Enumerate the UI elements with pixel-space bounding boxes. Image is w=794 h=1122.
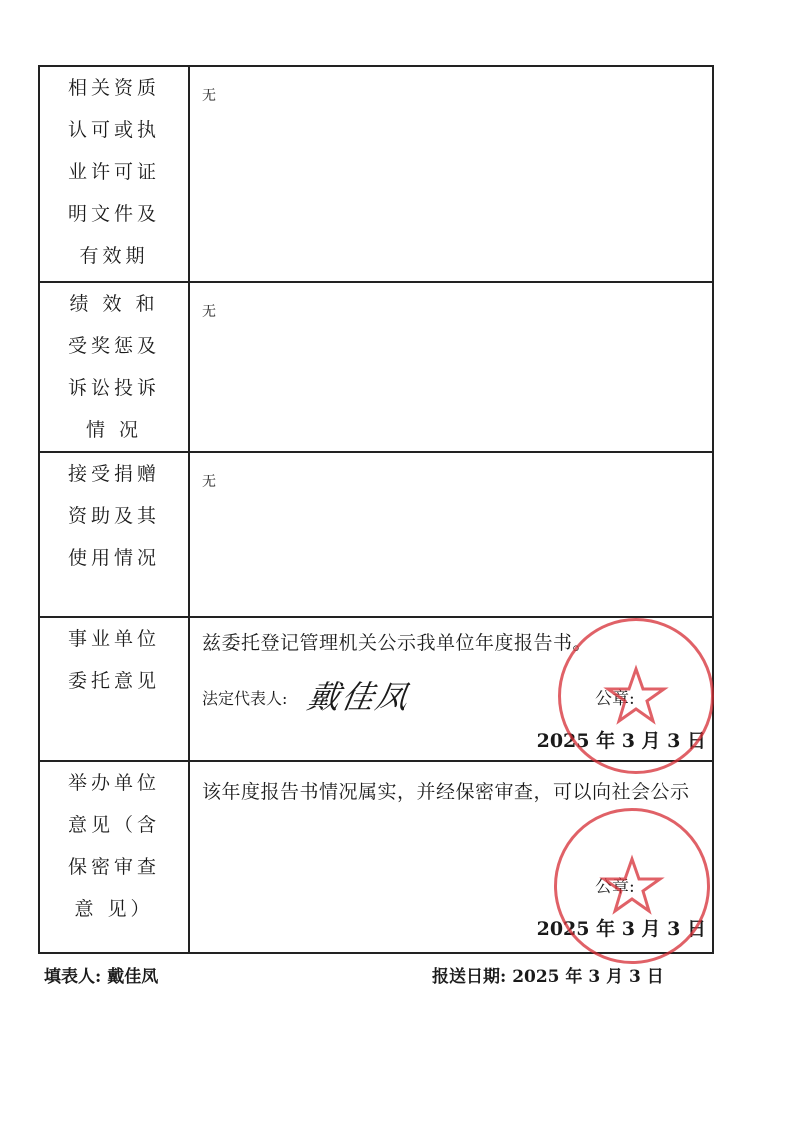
legal-rep-label: 法定代表人: [202, 689, 288, 708]
row-label: 接受捐赠 资助及其 使用情况 [39, 452, 189, 617]
value-text: 无 [202, 304, 216, 320]
row-label: 事业单位 委托意见 [39, 617, 189, 761]
row-value [189, 617, 713, 761]
table-row-qualification [39, 66, 713, 282]
row-label: 相关资质 认可或执 业许可证 明文件及 有效期 [39, 66, 189, 282]
seal-label: 公章: [595, 877, 635, 897]
sponsor-text: 该年度报告书情况属实，并经保密审查，可以向社会公示 [202, 781, 690, 803]
value-text: 无 [202, 88, 216, 104]
seal-label: 公章: [595, 689, 635, 709]
sponsor-date: 2025 年 3 月 3 日 [536, 918, 706, 940]
table-row-performance [39, 282, 713, 452]
row-value [189, 66, 713, 282]
annual-report-table [38, 65, 714, 954]
row-value [189, 761, 713, 953]
table-row-sponsor [39, 761, 713, 953]
table-row-entrust [39, 617, 713, 761]
stamp-star-icon [561, 621, 711, 771]
entrust-date: 2025 年 3 月 3 日 [536, 730, 706, 752]
table-row-donation [39, 452, 713, 617]
submit-date: 报送日期: 2025 年 3 月 3 日 [432, 967, 664, 987]
row-label: 绩 效 和 受奖惩及 诉讼投诉 情 况 [39, 282, 189, 452]
row-label: 举办单位 意见（含 保密审查 意 见） [39, 761, 189, 953]
stamp-star-icon [557, 811, 707, 961]
row-value [189, 452, 713, 617]
value-text: 无 [202, 474, 216, 490]
signature: 戴佳凤 [304, 678, 414, 716]
school-stamp [558, 618, 714, 774]
row-value [189, 282, 713, 452]
filler-name: 填表人: 戴佳凤 [44, 967, 159, 987]
entrust-text: 兹委托登记管理机关公示我单位年度报告书。 [202, 632, 593, 654]
bureau-stamp [554, 808, 710, 964]
